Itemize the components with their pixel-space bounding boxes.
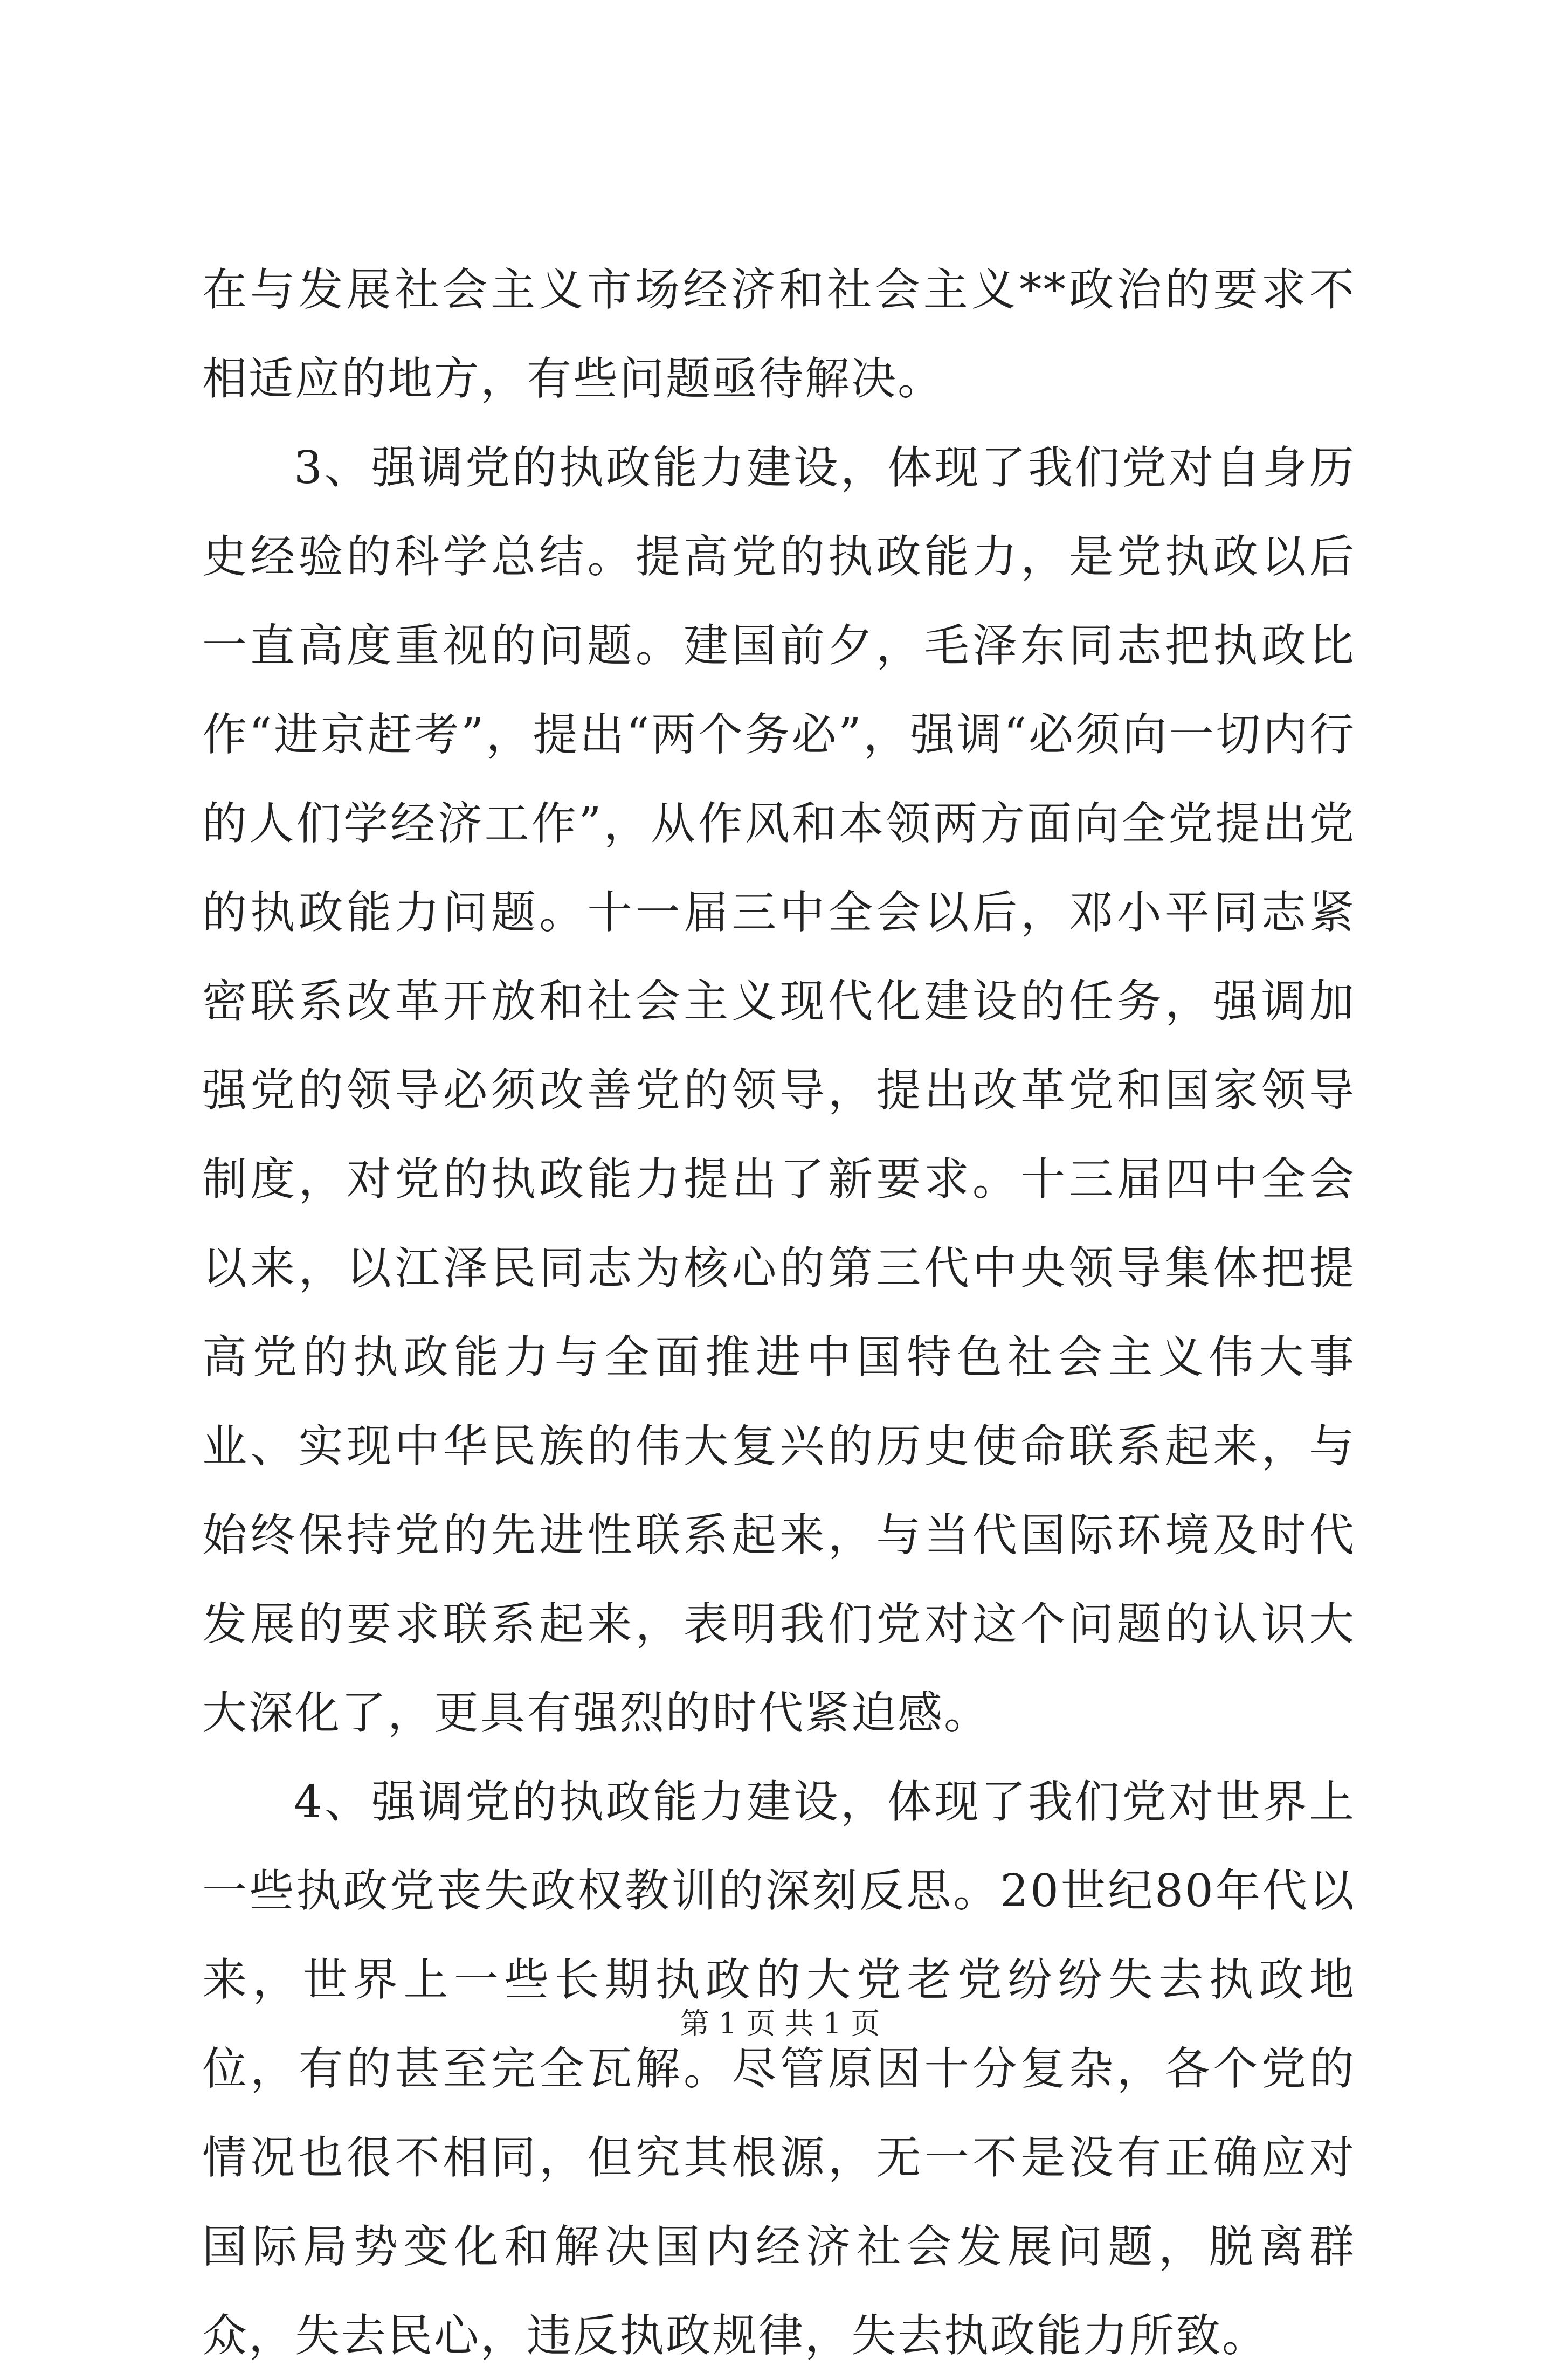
paragraph-2: 3、强调党的执政能力建设，体现了我们党对自身历史经验的科学总结。提高党的执政能力，是党执政以后一直高度重视的问题。建国前夕，毛泽东同志把执政比作“进京赶考”，提出“两个务必”，强调“必须向一切内行的人们学经济工作”，从作风和本领两方面向全党提出党的执政能力问题。十一届三中全会以后，邓小平同志紧密联系改革开放和社会主义现代化建设的任务，强调加强党的领导必须改善党的领导，提出改革党和国家领导制度，对党的执政能力提出了新要求。十三届四中全会以来，以江泽民同志为核心的第三代中央领导集体把提高党的执政能力与全面推进中国特色社会主义伟大事业、实现中华民族的伟大复兴的历史使命联系起来，与始终保持党的先进性联系起来，与当代国际环境及时代发展的要求联系起来，表明我们党对这个问题的认识大大深化了，更具有强烈的时代紧迫感。 <box>202 441 1356 1739</box>
paragraph-3: 4、强调党的执政能力建设，体现了我们党对世界上一些执政党丧失政权教训的深刻反思。20世纪80年代以来，世界上一些长期执政的大党老党纷纷失去执政地位，有的甚至完全瓦解。尽管原因十分复杂，各个党的情况也很不相同，但究其根源，无一不是没有正确应对国际局势变化和解决国内经济社会发展问题，脱离群众，失去民心，违反执政规律，失去执政能力所致。 <box>202 1776 1356 2362</box>
page-footer: 第 1 页 共 1 页 <box>680 2006 880 2040</box>
document-body <box>202 245 1356 2380</box>
paragraph-1: 在与发展社会主义市场经济和社会主义**政治的要求不相适应的地方，有些问题亟待解决。 <box>202 264 1356 405</box>
